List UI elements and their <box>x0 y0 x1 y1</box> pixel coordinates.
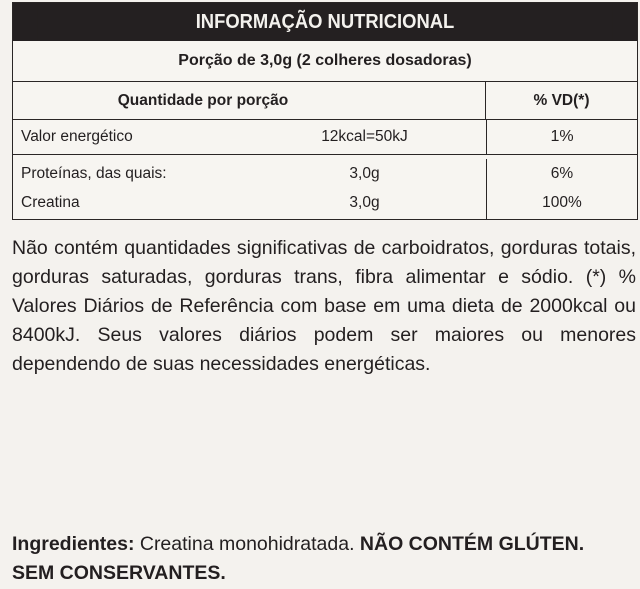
table-title-bar <box>13 3 637 41</box>
preservatives-warning: SEM CONSERVANTES. <box>12 562 226 584</box>
protein-block <box>13 155 637 219</box>
nutrient-name: Creatina <box>21 194 80 211</box>
gluten-warning: NÃO CONTÉM GLÚTEN. <box>359 533 585 555</box>
row-cells <box>13 120 487 154</box>
nutrient-quantity: 3,0g <box>349 194 380 211</box>
table-header-row <box>13 82 637 120</box>
nutrient-name: Proteínas, das quais: <box>21 165 167 182</box>
nutrient-name: Valor energético <box>21 128 133 145</box>
ingredients-label: Ingredientes: <box>12 533 135 555</box>
ingredients-text: Creatina monohidratada. <box>134 533 360 555</box>
nutrient-vd: 6% <box>550 165 574 182</box>
header-vd: % VD(*) <box>533 92 590 109</box>
table-title: INFORMAÇÃO NUTRICIONAL <box>38 3 612 41</box>
table-row <box>13 159 486 188</box>
nutrient-vd: 100% <box>542 194 582 211</box>
nutrition-notes: Não contém quantidades significativas de carboidratos, gorduras totais, gorduras saturadas, gorduras trans, fibra alimentar e sódio. (*) % Valores Diários de Referência com base em uma dieta de 2000kcal ou 8400kJ. Seus valores diários podem ser maiores ou menores dependendo de suas necessidades energéticas. <box>12 237 636 375</box>
header-quantity-label: Quantidade por porção <box>117 92 289 109</box>
nutrient-vd: 1% <box>550 128 574 145</box>
protein-vd-column <box>487 159 637 219</box>
ingredients-section <box>12 530 632 588</box>
nutrient-quantity: 3,0g <box>349 165 380 182</box>
protein-cells <box>13 159 487 219</box>
table-row <box>13 120 637 155</box>
header-quantity <box>13 82 486 119</box>
table-row <box>13 188 486 217</box>
nutrient-quantity: 12kcal=50kJ <box>321 128 408 145</box>
nutrition-facts-table <box>12 2 638 220</box>
serving-size: Porção de 3,0g (2 colheres dosadoras) <box>13 41 637 82</box>
